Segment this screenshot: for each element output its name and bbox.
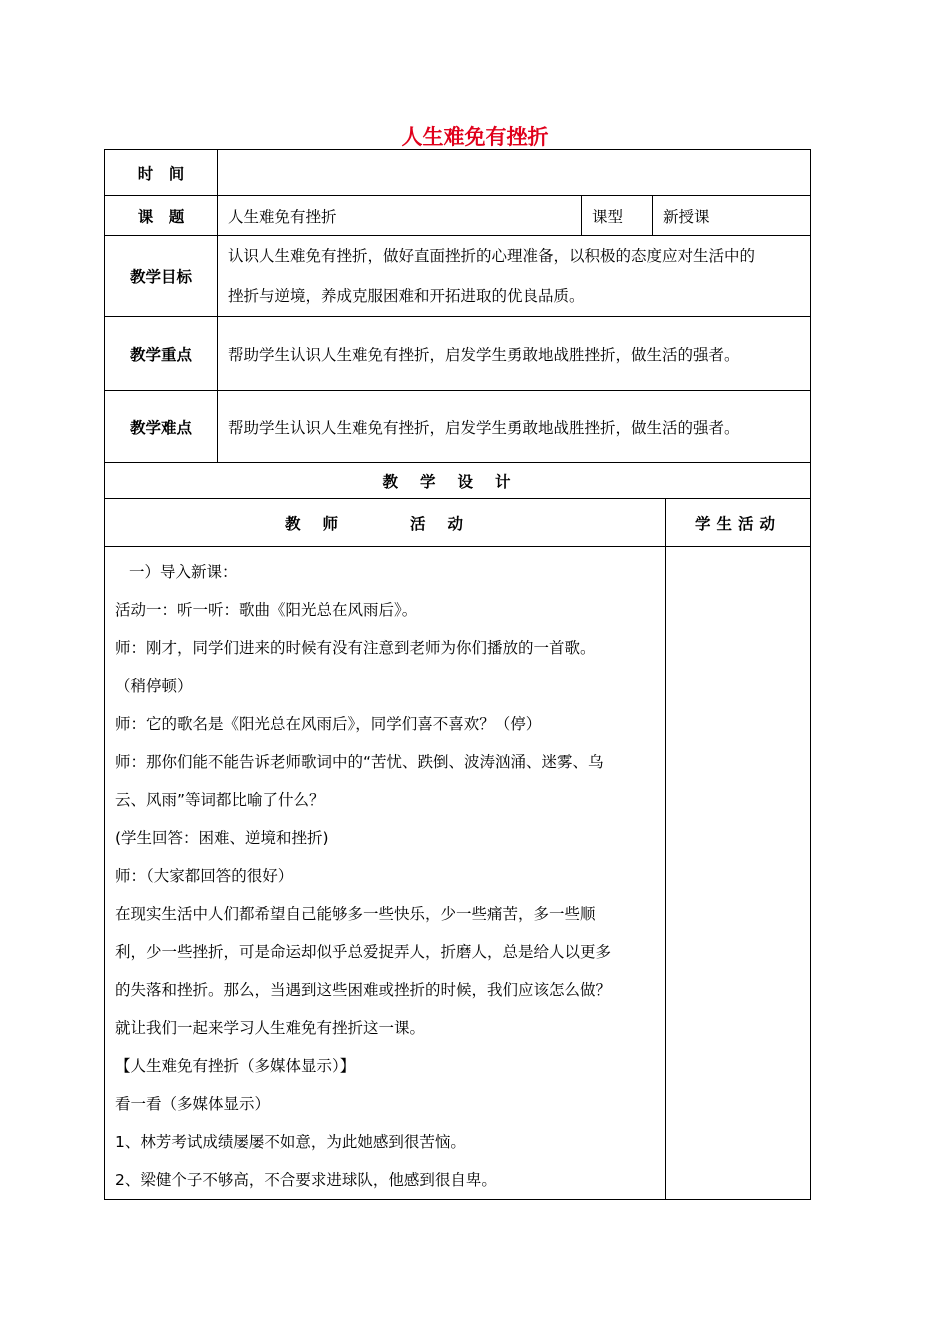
teacher-line: 就让我们一起来学习人生难免有挫折这一课。 — [115, 1019, 426, 1037]
activity-content-row — [105, 547, 811, 1200]
design-header: 教学设计 — [105, 463, 811, 499]
teacher-line: 活动一：听一听：歌曲《阳光总在风雨后》。 — [115, 601, 418, 619]
teacher-line: 师：（大家都回答的很好） — [115, 867, 294, 885]
page-title: 人生难免有挫折 — [401, 125, 549, 149]
teacher-line: 1、林芳考试成绩屡屡不如意，为此她感到很苦恼。 — [115, 1133, 466, 1151]
difficulty-row — [105, 391, 811, 463]
teacher-line: (学生回答：困难、逆境和挫折) — [115, 829, 329, 847]
time-value — [218, 150, 811, 196]
activity-header-row — [105, 499, 811, 547]
student-activity-header: 学生活动 — [666, 499, 811, 547]
design-header-row — [105, 463, 811, 499]
teacher-line: 利，少一些挫折，可是命运却似乎总爱捉弄人，折磨人，总是给人以更多 — [115, 943, 612, 961]
key-label: 教学重点 — [105, 317, 218, 391]
teacher-line: 师：刚才，同学们进来的时候有没有注意到老师为你们播放的一首歌。 — [115, 639, 596, 657]
teacher-line: 的失落和挫折。那么，当遇到这些困难或挫折的时候，我们应该怎么做？ — [115, 981, 612, 999]
goal-line: 挫折与逆境，养成克服困难和开拓进取的优良品质。 — [228, 287, 585, 305]
topic-label: 课 题 — [105, 196, 218, 236]
teacher-line: （稍停顿） — [115, 677, 193, 695]
key-row — [105, 317, 811, 391]
difficulty-label: 教学难点 — [105, 391, 218, 463]
teacher-activity-header: 教师 活动 — [105, 499, 666, 547]
lesson-plan-table — [104, 149, 811, 1200]
type-value: 新授课 — [653, 196, 811, 236]
goal-value — [218, 236, 811, 317]
teacher-line: 在现实生活中人们都希望自己能够多一些快乐，少一些痛苦，多一些顺 — [115, 905, 596, 923]
teacher-line: 2、梁健个子不够高，不合要求进球队，他感到很自卑。 — [115, 1171, 497, 1189]
teacher-activity-content — [105, 547, 666, 1200]
teacher-line: 看一看（多媒体显示） — [115, 1095, 271, 1113]
teacher-line: 一）导入新课： — [129, 563, 238, 581]
time-row — [105, 150, 811, 196]
key-value: 帮助学生认识人生难免有挫折，启发学生勇敢地战胜挫折，做生活的强者。 — [218, 317, 811, 391]
difficulty-value: 帮助学生认识人生难免有挫折，启发学生勇敢地战胜挫折，做生活的强者。 — [218, 391, 811, 463]
topic-value: 人生难免有挫折 — [218, 196, 582, 236]
teacher-line: 云、风雨”等词都比喻了什么？ — [115, 791, 325, 809]
teacher-line: 师：那你们能不能告诉老师歌词中的“苦忧、跌倒、波涛汹涌、迷雾、乌 — [115, 753, 604, 771]
goal-label: 教学目标 — [105, 236, 218, 317]
teacher-line: 【人生难免有挫折（多媒体显示）】 — [115, 1057, 356, 1075]
time-label: 时 间 — [105, 150, 218, 196]
student-activity-content — [666, 547, 811, 1200]
goal-row — [105, 236, 811, 317]
type-label: 课型 — [582, 196, 653, 236]
goal-line: 认识人生难免有挫折，做好直面挫折的心理准备，以积极的态度应对生活中的 — [228, 247, 756, 265]
teacher-line: 师：它的歌名是《阳光总在风雨后》，同学们喜不喜欢？（停） — [115, 715, 542, 733]
topic-row — [105, 196, 811, 236]
